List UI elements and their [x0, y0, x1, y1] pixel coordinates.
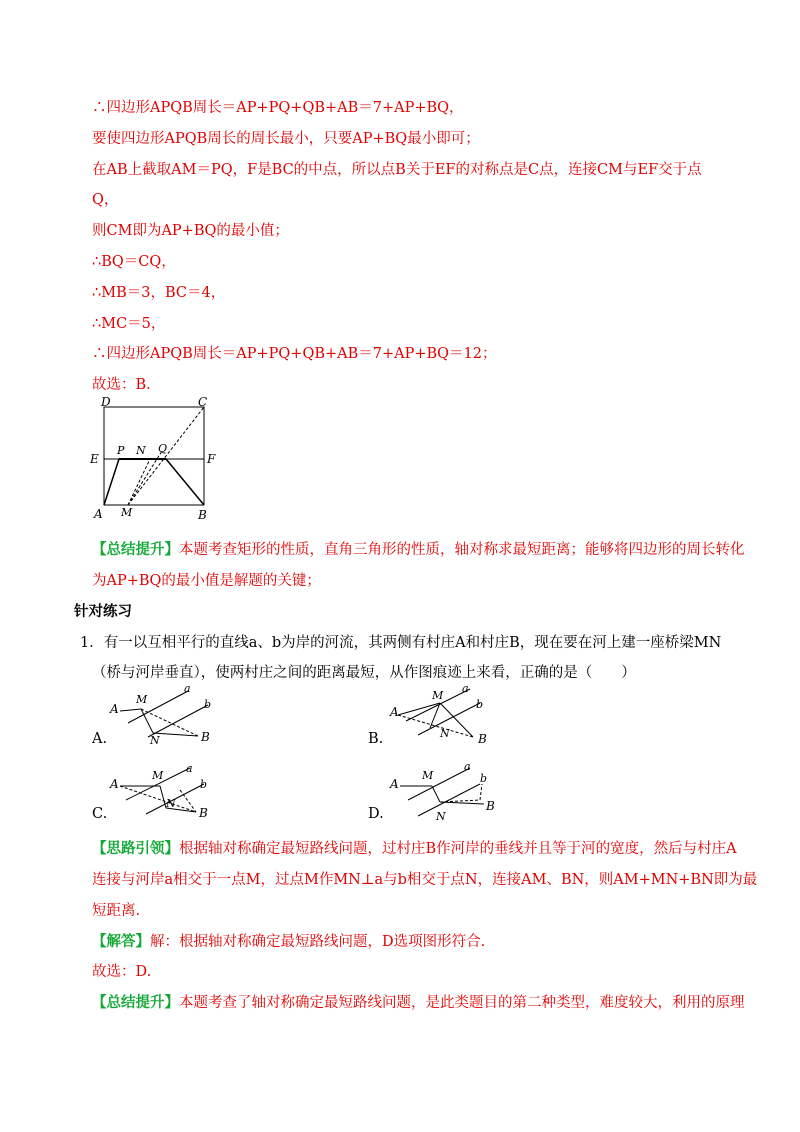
solution-line-5: 则CM即为AP+BQ的最小值； [92, 223, 289, 239]
svg-text:N: N [166, 797, 176, 810]
svg-text:B: B [478, 732, 487, 746]
svg-text:N: N [440, 727, 450, 740]
label-P: P [117, 444, 125, 457]
svg-text:N: N [150, 734, 160, 747]
svg-text:M: M [136, 693, 148, 706]
solution-line-7: ∴MB＝3，BC＝4， [92, 285, 226, 301]
solution-line-10: 故选：B. [92, 377, 151, 393]
solution-line-2: 要使四边形APQB周长的周长最小，只要AP+BQ最小即可； [92, 131, 480, 147]
label-M: M [121, 506, 133, 519]
hint-tag: 【思路引领】 [92, 840, 179, 857]
option-d-label: D. [368, 806, 384, 822]
svg-text:B: B [199, 806, 208, 820]
summary2-text: 本题考查了轴对称确定最短路线问题，是此类题目的第二种类型，难度较大，利用的原理 [179, 995, 745, 1011]
hint-text-2: 连接与河岸a相交于一点M，过点M作MN⊥a与b相交于点N，连接AM、BN，则AM+MN+BN即为最 [92, 872, 758, 888]
label-A: A [94, 507, 103, 521]
question-line-2: （桥与河岸垂直），使两村庄之间的距离最短，从作图痕迹上来看，正确的是（ ） [92, 665, 636, 681]
answer-tag: 【解答】 [92, 933, 150, 950]
summary-tag: 【总结提升】 [92, 541, 179, 558]
option-a-figure [108, 683, 228, 748]
svg-text:a: a [464, 760, 471, 773]
option-c-label: C. [92, 806, 108, 822]
summary2-tag: 【总结提升】 [92, 994, 179, 1011]
svg-text:b: b [204, 698, 212, 711]
label-B: B [198, 508, 207, 522]
solution-line-8: ∴MC＝5， [92, 316, 166, 332]
svg-text:a: a [184, 683, 191, 695]
hint-text-3: 短距离. [92, 903, 141, 919]
option-c-figure [108, 760, 223, 825]
label-N: N [136, 444, 146, 457]
solution-line-1: ∴四边形APQB周长＝AP+PQ+QB+AB＝7+AP+BQ， [92, 100, 464, 116]
svg-text:a: a [462, 683, 469, 695]
label-Q: Q [158, 442, 168, 455]
solution-line-4: Q， [92, 192, 119, 208]
svg-text:A: A [110, 702, 119, 716]
svg-text:A: A [390, 777, 399, 791]
svg-text:a: a [186, 762, 193, 775]
summary-text-1: 本题考查矩形的性质，直角三角形的性质，轴对称求最短距离；能够将四边形的周长转化 [179, 542, 745, 558]
svg-text:b: b [200, 778, 208, 791]
solution-line-9: ∴四边形APQB周长＝AP+PQ+QB+AB＝7+AP+BQ＝12； [92, 346, 497, 362]
label-F: F [207, 452, 216, 466]
question-line-1: 1．有一以互相平行的直线a、b为岸的河流，其两侧有村庄A和村庄B，现在要在河上建一座桥梁MN [80, 635, 722, 651]
answer-text: 解：根据轴对称确定最短路线问题，D选项图形符合. [150, 934, 486, 950]
svg-text:b: b [480, 772, 488, 785]
option-d-figure [388, 760, 503, 830]
summary-text-2: 为AP+BQ的最小值是解题的关键； [92, 573, 321, 589]
practice-heading: 针对练习 [74, 603, 132, 620]
label-C: C [198, 395, 208, 409]
svg-text:b: b [476, 698, 484, 711]
svg-text:A: A [110, 777, 119, 791]
svg-text:B: B [486, 799, 495, 813]
hint-text-1: 根据轴对称确定最短路线问题，过村庄B作河岸的垂线并且等于河的宽度，然后与村庄A [179, 841, 737, 857]
answer-choice: 故选：D. [92, 964, 152, 980]
svg-text:M: M [152, 769, 164, 782]
svg-text:A: A [390, 705, 399, 719]
svg-text:M: M [432, 689, 444, 702]
solution-line-6: ∴BQ＝CQ， [92, 254, 176, 270]
solution-line-3: 在AB上截取AM＝PQ，F是BC的中点，所以点B关于EF的对称点是C点，连接CM与EF交于点 [92, 162, 702, 178]
label-D: D [101, 395, 111, 409]
svg-text:M: M [422, 769, 434, 782]
svg-text:B: B [201, 730, 210, 744]
option-b-label: B. [368, 731, 384, 747]
label-E: E [90, 452, 99, 466]
option-a-label: A. [92, 731, 108, 747]
svg-text:N: N [436, 810, 446, 823]
rectangle-figure [88, 393, 228, 523]
option-b-figure [388, 683, 503, 748]
